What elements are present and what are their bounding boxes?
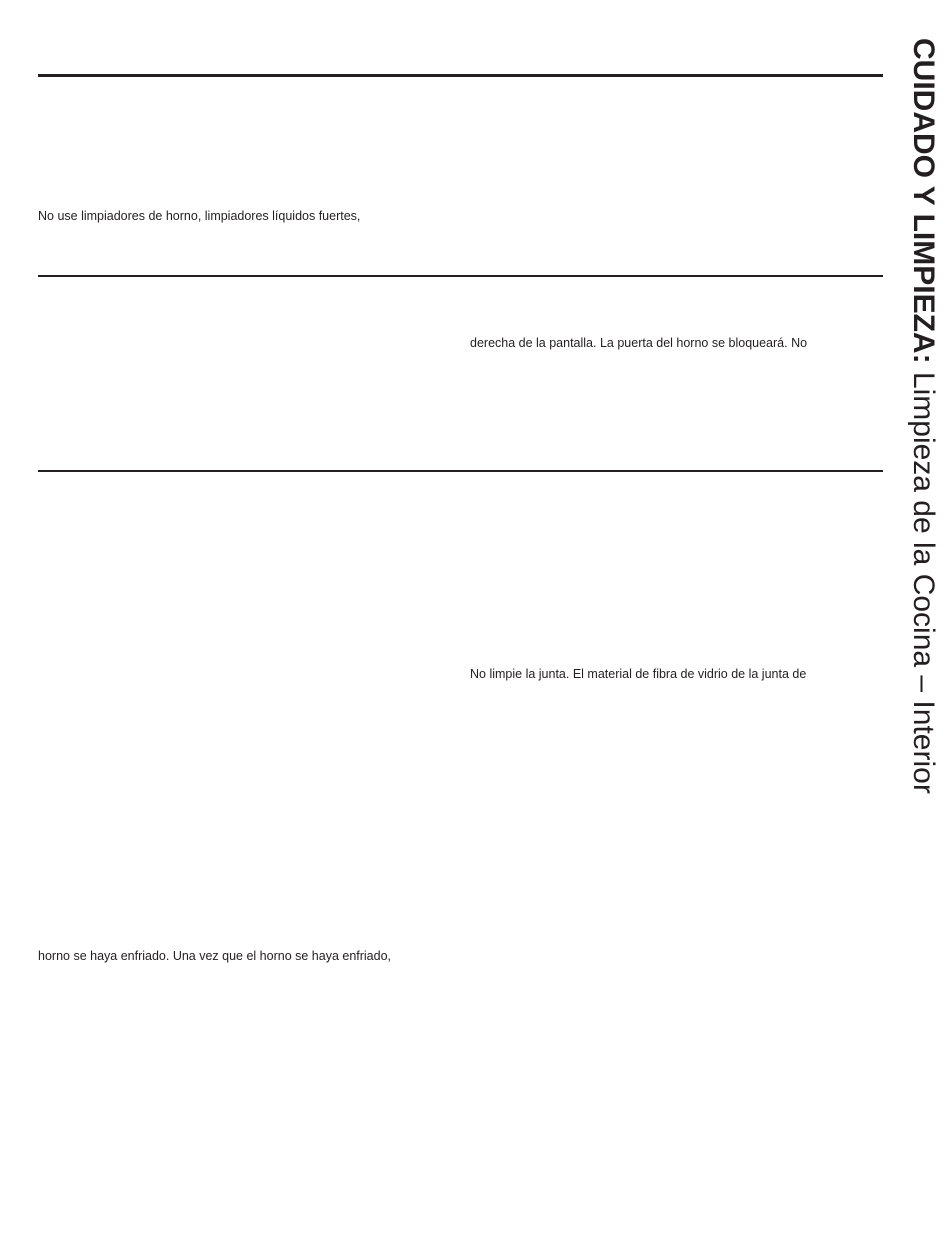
side-section-header: [908, 38, 938, 868]
body-text-cleaners-warning: No use limpiadores de horno, limpiadores líquidos fuertes,: [38, 209, 361, 223]
side-header-category: CUIDADO Y LIMPIEZA:: [907, 38, 940, 364]
body-text-oven-cooled: horno se haya enfriado. Una vez que el horno se haya enfriado,: [38, 949, 392, 963]
section-divider-lower: [38, 470, 883, 472]
body-text-door-lock: derecha de la pantalla. La puerta del horno se bloqueará. No: [470, 336, 808, 350]
section-divider-middle: [38, 275, 883, 277]
section-divider-top: [38, 74, 883, 77]
body-text-gasket-warning: No limpie la junta. El material de fibra de vidrio de la junta de: [470, 667, 807, 681]
side-header-topic: Limpieza de la Cocina – Interior: [907, 363, 940, 794]
